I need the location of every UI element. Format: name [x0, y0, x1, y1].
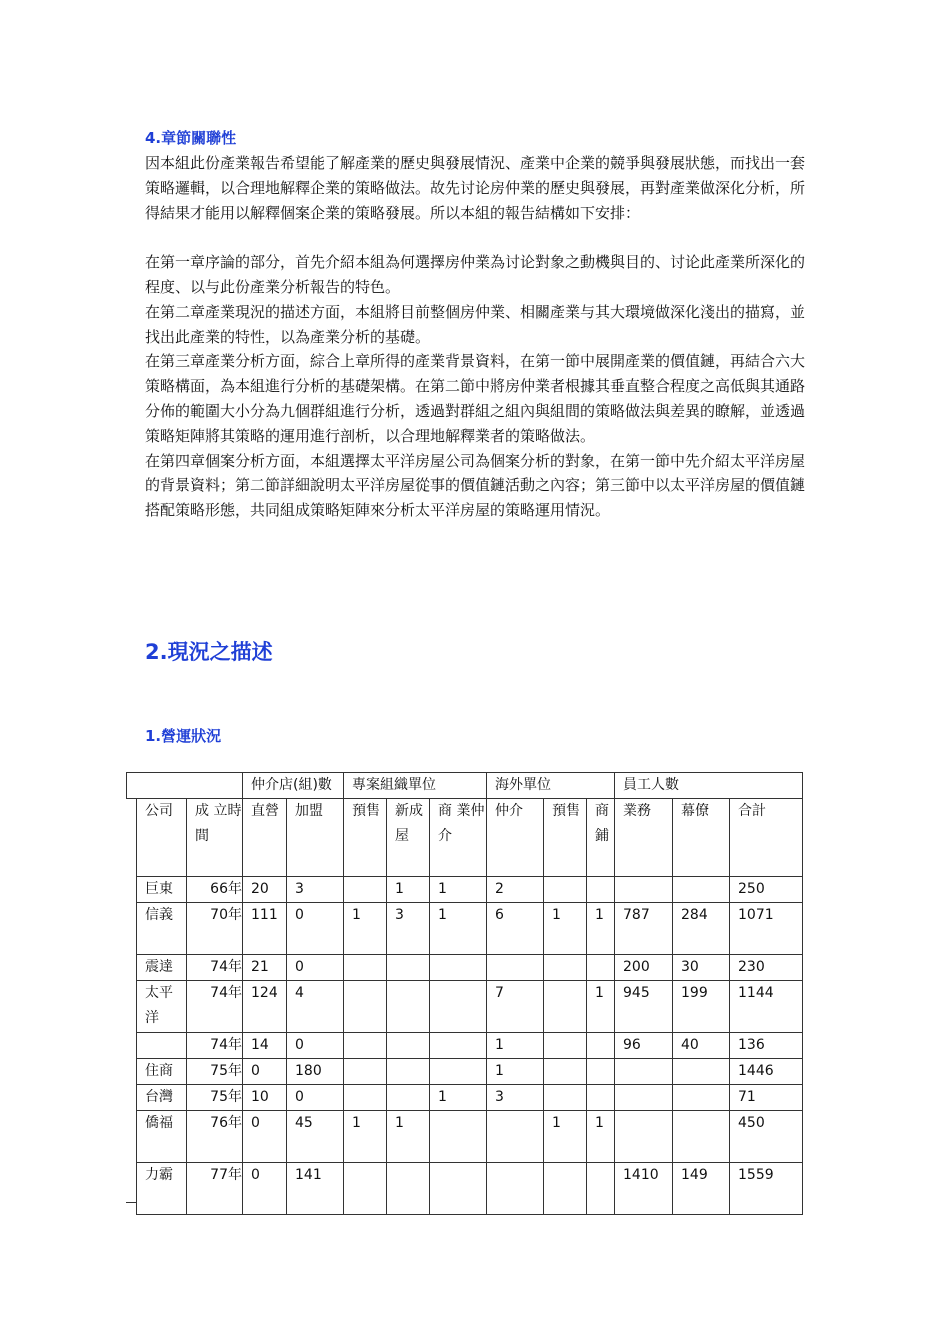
table-cell: 199 [673, 981, 730, 1033]
lead-cell [127, 1033, 137, 1059]
table-row [127, 955, 803, 981]
table-cell: 787 [615, 903, 673, 955]
section-4-heading: 4.章節關聯性 [145, 129, 237, 147]
table-cell: 1 [430, 877, 487, 903]
table-cell: 945 [615, 981, 673, 1033]
paragraph: 在第四章個案分析方面，本組選擇太平洋房屋公司為個案分析的對象，在第一節中先介紹太平洋房屋的背景資料；第二節詳細說明太平洋房屋從事的價值鏈活動之內容；第三節中以太平洋房屋的價值鏈搭配策略形態，共同組成策略矩陣來分析太平洋房屋的策略運用情況。 [145, 451, 806, 520]
lead-cell [127, 877, 137, 903]
table-cell [344, 1059, 387, 1085]
table-cell: 6 [487, 903, 544, 955]
table-cell [615, 1085, 673, 1111]
table-cell [487, 955, 544, 981]
table-cell: 力霸 [137, 1163, 187, 1215]
table-cell [387, 1163, 430, 1215]
table-row [127, 981, 803, 1033]
table-cell [673, 1111, 730, 1163]
table-cell: 1410 [615, 1163, 673, 1215]
table-cell: 75年 [187, 1059, 243, 1085]
table-cell: 1 [587, 981, 615, 1033]
table-cell: 1 [430, 1085, 487, 1111]
lead-cell [127, 981, 137, 1033]
group-header-branches: 仲介店(組)數 [243, 773, 344, 799]
table-cell: 信義 [137, 903, 187, 955]
table-cell: 40 [673, 1033, 730, 1059]
chapter-2-heading: 2.現況之描述 [145, 640, 273, 664]
table-cell: 141 [287, 1163, 344, 1215]
table-cell [430, 1163, 487, 1215]
table-cell: 1 [544, 1111, 587, 1163]
table-cell: 96 [615, 1033, 673, 1059]
table-cell: 1 [387, 1111, 430, 1163]
table-cell [487, 1163, 544, 1215]
table-cell [673, 1059, 730, 1085]
lead-cell [127, 1085, 137, 1111]
table-cell: 71 [730, 1085, 803, 1111]
table-cell: 230 [730, 955, 803, 981]
table-cell: 4 [287, 981, 344, 1033]
table-cell: 1 [587, 903, 615, 955]
table-cell: 0 [287, 955, 344, 981]
table-cell: 1 [344, 903, 387, 955]
table-cell [387, 955, 430, 981]
table-cell: 3 [287, 877, 344, 903]
table-cell [430, 955, 487, 981]
paragraph: 因本組此份產業報告希望能了解產業的歷史與發展情況、產業中企業的競爭與發展狀態，而找出一套策略邏輯，以合理地解釋企業的策略做法。故先讨论房仲業的歷史與發展，再對產業做深化分析，所得結果才能用以解釋個案企業的策略發展。所以本組的報告結構如下安排： [145, 154, 806, 222]
table-cell [387, 1085, 430, 1111]
table-cell: 45 [287, 1111, 344, 1163]
table-cell: 74年 [187, 981, 243, 1033]
table-cell [344, 1163, 387, 1215]
table-cell [387, 1059, 430, 1085]
col-overseas-agency: 仲介 [487, 799, 544, 877]
table-cell: 66年 [187, 877, 243, 903]
group-header-staff: 員工人數 [615, 773, 803, 799]
table-cell: 200 [615, 955, 673, 981]
table-cell: 1446 [730, 1059, 803, 1085]
table-cell: 1 [387, 877, 430, 903]
table-cell [430, 1033, 487, 1059]
table-cell [587, 1085, 615, 1111]
table-cell: 巨東 [137, 877, 187, 903]
col-company: 公司 [137, 799, 187, 877]
lead-cell [127, 955, 137, 981]
table-cell: 1 [544, 903, 587, 955]
col-new-house: 新成屋 [387, 799, 430, 877]
table-cell: 149 [673, 1163, 730, 1215]
table-cell [344, 877, 387, 903]
table-cell: 20 [243, 877, 287, 903]
table-cell: 70年 [187, 903, 243, 955]
paragraph: 在第一章序論的部分，首先介紹本組為何選擇房仲業為讨论對象之動機與目的、讨论此產業所深化的程度、以与此份產業分析報告的特色。 [145, 253, 806, 296]
table-cell [137, 1033, 187, 1059]
table-row [127, 903, 803, 955]
table-cell: 1144 [730, 981, 803, 1033]
table-cell: 0 [243, 1059, 287, 1085]
paragraph: 在第二章產業現況的描述方面，本組將目前整個房仲業、相關產業与其大環境做深化淺出的描寫，並找出此產業的特性，以為產業分析的基礎。 [145, 302, 806, 346]
table-cell: 136 [730, 1033, 803, 1059]
table-cell [587, 1033, 615, 1059]
table-cell: 0 [287, 1033, 344, 1059]
table-row [127, 877, 803, 903]
table-body [127, 877, 803, 1215]
table-cell [615, 1111, 673, 1163]
table-cell: 180 [287, 1059, 344, 1085]
table-cell [544, 1085, 587, 1111]
col-founded: 成 立時間 [187, 799, 243, 877]
table-row [127, 1033, 803, 1059]
table-cell: 1 [587, 1111, 615, 1163]
table-cell: 1 [487, 1033, 544, 1059]
table-cell: 0 [243, 1163, 287, 1215]
table-cell [544, 1033, 587, 1059]
group-header-row [127, 773, 803, 799]
table-cell [544, 877, 587, 903]
col-total: 合計 [730, 799, 803, 877]
table-cell: 76年 [187, 1111, 243, 1163]
table-cell [673, 1085, 730, 1111]
col-shop: 商鋪 [587, 799, 615, 877]
blank-line [145, 225, 810, 250]
table-cell: 0 [243, 1111, 287, 1163]
table-cell: 1071 [730, 903, 803, 955]
lead-cell [127, 1111, 137, 1163]
lead-cell [127, 903, 137, 955]
column-header-row [127, 799, 803, 877]
table-cell [673, 877, 730, 903]
table-cell: 10 [243, 1085, 287, 1111]
paragraph: 在第三章產業分析方面，綜合上章所得的產業背景資料，在第一節中展開產業的價值鏈，再結合六大策略構面，為本組進行分析的基礎架構。在第二節中將房仲業者根據其垂直整合程度之高低與其通路分佈的範圍大小分為九個群組進行分析，透過對群組之組內與組間的策略做法與差異的瞭解，並透過策略矩陣將其策略的運用進行剖析，以合理地解釋業者的策略做法。 [145, 352, 806, 445]
table-row [127, 1085, 803, 1111]
table-cell: 111 [243, 903, 287, 955]
table-cell: 30 [673, 955, 730, 981]
table-cell [344, 981, 387, 1033]
table-cell: 太平洋 [137, 981, 187, 1033]
col-franchise: 加盟 [287, 799, 344, 877]
table-corner-line [126, 1202, 136, 1203]
table-cell [430, 1059, 487, 1085]
table-cell: 250 [730, 877, 803, 903]
table-cell [587, 877, 615, 903]
table-cell [487, 1111, 544, 1163]
table-cell [587, 1059, 615, 1085]
table-cell: 僑福 [137, 1111, 187, 1163]
table-cell [544, 981, 587, 1033]
table-cell [387, 981, 430, 1033]
table-cell: 1559 [730, 1163, 803, 1215]
table-cell [544, 1163, 587, 1215]
table-cell: 1 [487, 1059, 544, 1085]
lead-cell [127, 1163, 137, 1215]
table-cell: 3 [487, 1085, 544, 1111]
table-cell: 284 [673, 903, 730, 955]
table-cell [387, 1033, 430, 1059]
table-cell [344, 1033, 387, 1059]
table-cell: 124 [243, 981, 287, 1033]
table-cell [544, 955, 587, 981]
section-4-body [145, 151, 810, 523]
table-cell: 74年 [187, 1033, 243, 1059]
table-cell: 震達 [137, 955, 187, 981]
col-direct: 直營 [243, 799, 287, 877]
col-presale: 預售 [344, 799, 387, 877]
table-cell [430, 981, 487, 1033]
col-commercial: 商 業仲介 [430, 799, 487, 877]
table-row [127, 1163, 803, 1215]
section-1-heading: 1.營運狀況 [145, 727, 222, 745]
table-cell: 住商 [137, 1059, 187, 1085]
col-staff: 幕僚 [673, 799, 730, 877]
table-cell: 77年 [187, 1163, 243, 1215]
group-header-project: 專案組織單位 [344, 773, 487, 799]
table-row [127, 1059, 803, 1085]
table-cell [344, 955, 387, 981]
lead-cell [127, 1059, 137, 1085]
table-cell [430, 1111, 487, 1163]
table-row [127, 1111, 803, 1163]
table-cell: 0 [287, 903, 344, 955]
table-cell: 0 [287, 1085, 344, 1111]
table-cell: 2 [487, 877, 544, 903]
table-cell [615, 1059, 673, 1085]
table-cell: 14 [243, 1033, 287, 1059]
table-cell: 21 [243, 955, 287, 981]
table-cell: 台灣 [137, 1085, 187, 1111]
table-cell [544, 1059, 587, 1085]
group-header-overseas: 海外單位 [487, 773, 615, 799]
table-cell: 75年 [187, 1085, 243, 1111]
table-cell: 1 [430, 903, 487, 955]
table-cell: 74年 [187, 955, 243, 981]
table-cell [615, 877, 673, 903]
table-cell: 3 [387, 903, 430, 955]
table-cell [587, 955, 615, 981]
col-overseas-presale: 預售 [544, 799, 587, 877]
table-cell: 450 [730, 1111, 803, 1163]
table-cell [587, 1163, 615, 1215]
table-cell [344, 1085, 387, 1111]
table-cell: 7 [487, 981, 544, 1033]
table-cell: 1 [344, 1111, 387, 1163]
operations-table [126, 772, 803, 1215]
blank-header-cell [127, 773, 243, 799]
lead-cell [127, 799, 137, 877]
col-sales: 業務 [615, 799, 673, 877]
